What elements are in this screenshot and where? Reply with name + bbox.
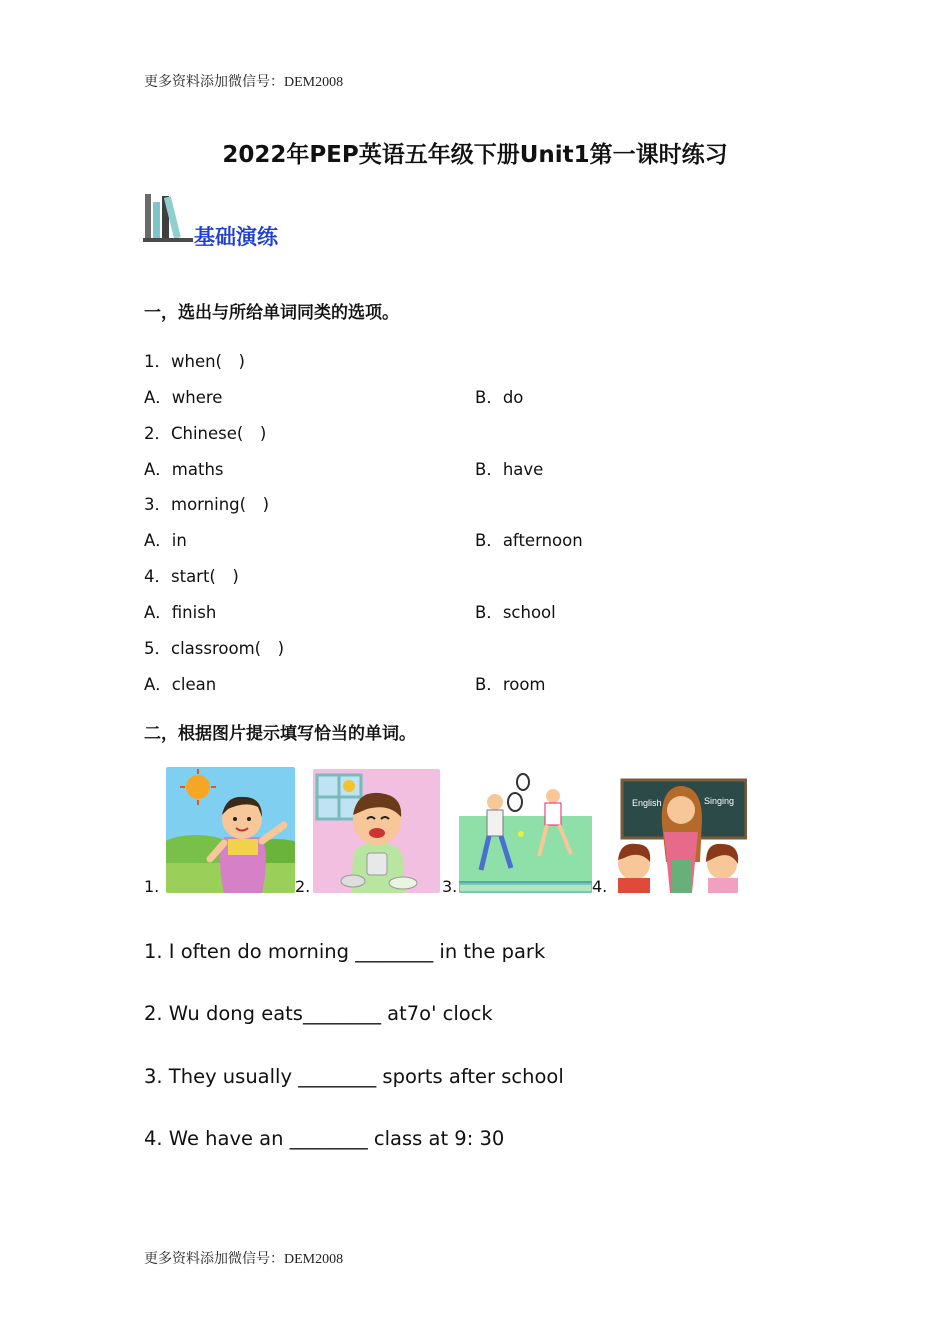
q2-option-a: A．maths [144, 460, 224, 479]
q1-stem: 1．when( ) [144, 352, 245, 371]
books-icon [143, 192, 195, 244]
sentence-3: 3. They usually ________ sports after school [144, 1065, 564, 1088]
q1-option-a: A．where [144, 388, 223, 407]
q5-option-b: B．room [475, 675, 546, 694]
picture-number-1: 1. [144, 877, 160, 896]
breakfast-picture [313, 769, 440, 893]
document-title: 2022年PEP英语五年级下册Unit1第一课时练习 [222, 142, 728, 168]
q3-option-a: A．in [144, 531, 187, 550]
q2-option-b: B．have [475, 460, 544, 479]
page-header: 更多资料添加微信号：DEM2008 [144, 75, 344, 90]
section-label: 基础演练 [194, 225, 278, 249]
q3-stem: 3．morning( ) [144, 495, 270, 514]
board-text-singing: Singing [704, 796, 735, 806]
sentence-2: 2. Wu dong eats________ at7o' clock [144, 1002, 493, 1025]
picture-number-4: 4. [592, 877, 608, 896]
part1-heading: 一，选出与所给单词同类的选项。 [144, 303, 399, 323]
q2-stem: 2．Chinese( ) [144, 424, 267, 443]
page-footer: 更多资料添加微信号：DEM2008 [144, 1252, 344, 1267]
q4-stem: 4．start( ) [144, 567, 239, 586]
q3-option-b: B．afternoon [475, 531, 583, 550]
q1-option-b: B．do [475, 388, 524, 407]
q4-option-a: A．finish [144, 603, 217, 622]
sentence-1: 1. I often do morning ________ in the park [144, 940, 546, 963]
picture-number-3: 3. [442, 877, 458, 896]
sports-picture [459, 772, 592, 893]
q4-option-b: B．school [475, 603, 556, 622]
sentence-4: 4. We have an ________ class at 9: 30 [144, 1127, 505, 1150]
q5-option-a: A．clean [144, 675, 217, 694]
board-text-english: English [632, 798, 662, 808]
morning-exercise-picture [166, 767, 295, 893]
q5-stem: 5．classroom( ) [144, 639, 285, 658]
part2-heading: 二，根据图片提示填写恰当的单词。 [144, 724, 416, 744]
picture-number-2: 2. [295, 877, 311, 896]
english-class-picture [610, 772, 747, 893]
